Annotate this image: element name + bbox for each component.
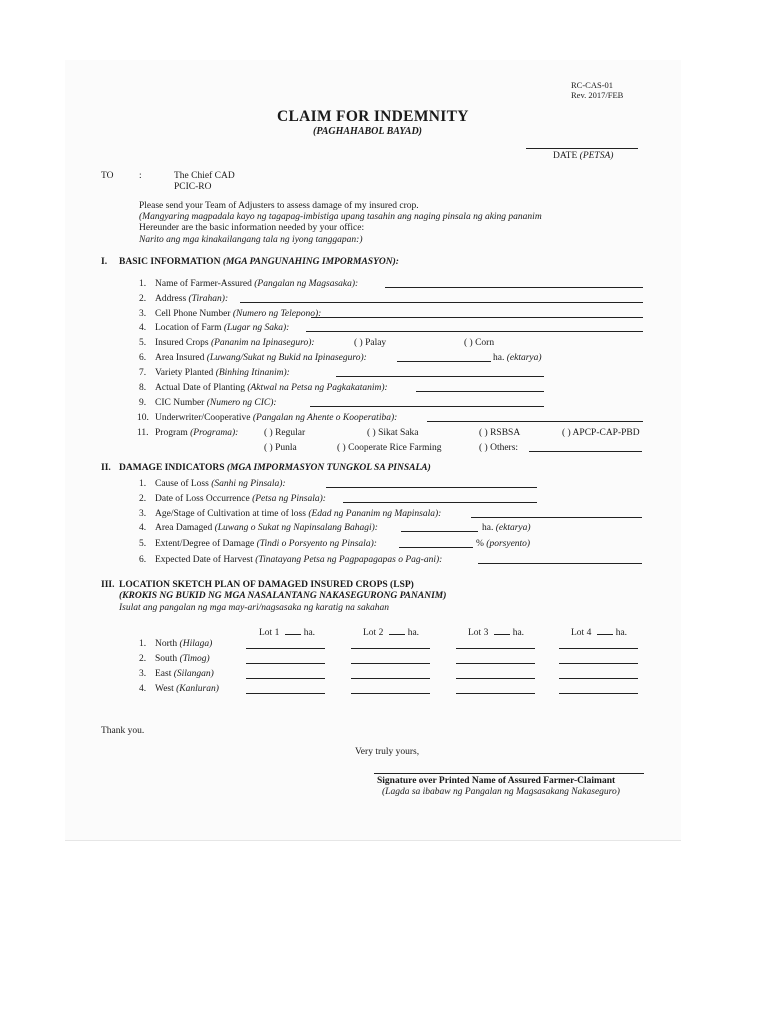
adjacent-owner-field[interactable]: [351, 648, 430, 649]
direction-label: [155, 669, 214, 679]
basic-info-item-number: 4.: [139, 323, 147, 333]
damage-item-label: [155, 509, 441, 519]
closing-regards: Very truly yours,: [355, 747, 420, 757]
section-3-number: III.: [101, 580, 115, 590]
direction-label: [155, 639, 212, 649]
basic-info-item-label: [155, 383, 388, 393]
lot-name: Lot 1: [259, 628, 280, 638]
intro-line-4: Narito ang mga kinakailangang tala ng iyong tanggapan:): [139, 235, 363, 245]
signature-label: Signature over Printed Name of Assured Farmer-Claimant: [377, 776, 616, 786]
basic-info-item-number: 9.: [139, 398, 147, 408]
damage-item-label: [155, 479, 286, 489]
damage-item-number: 4.: [139, 523, 147, 533]
area-damaged-unit: ha. (ektarya): [482, 523, 531, 533]
damage-item-label-tl: (Luwang o Sukat ng Napinsalang Bahagi):: [214, 523, 378, 533]
damage-item-field[interactable]: [326, 487, 537, 488]
crop-corn-checkbox[interactable]: ( ) Corn: [464, 338, 495, 348]
basic-info-item-field[interactable]: [427, 421, 643, 422]
damage-item-label: [155, 539, 377, 549]
damage-item-label-en: Cause of Loss: [155, 479, 209, 489]
damage-item-number: 5.: [139, 539, 147, 549]
basic-info-item-label-en: Variety Planted: [155, 368, 214, 378]
intro-line-3: Hereunder are the basic information needed by your office:: [139, 223, 365, 233]
basic-info-item-label-en: CIC Number: [155, 398, 205, 408]
adjacent-owner-field[interactable]: [559, 693, 638, 694]
basic-info-item-label: [155, 279, 358, 289]
direction-en: West: [155, 684, 174, 694]
to-label: TO: [101, 171, 114, 181]
date-label: DATE (PETSA): [553, 151, 614, 161]
adjacent-owner-field[interactable]: [559, 648, 638, 649]
basic-info-item-label-en: Cell Phone Number: [155, 309, 231, 319]
basic-info-item-label: [155, 398, 277, 408]
direction-tl: (Silangan): [173, 669, 214, 679]
damage-item-label: [155, 523, 378, 533]
to-recipient: The Chief CAD: [174, 171, 235, 181]
adjacent-owner-field[interactable]: [246, 663, 325, 664]
crop-palay-checkbox[interactable]: ( ) Palay: [354, 338, 387, 348]
area-insured-unit: ha. (ektarya): [493, 353, 542, 363]
lot-header: [259, 627, 315, 638]
direction-number: 3.: [139, 669, 147, 679]
basic-info-item-number: 11.: [137, 428, 149, 438]
lot-unit: ha.: [407, 628, 420, 638]
direction-en: North: [155, 639, 178, 649]
adjacent-owner-field[interactable]: [351, 678, 430, 679]
basic-info-item-label-tl: (Tirahan):: [188, 294, 229, 304]
direction-label: [155, 684, 219, 694]
lot-header: [363, 627, 419, 638]
intro-line-2: (Mangyaring magpadala kayo ng tagapag-imbistiga upang tasahin ang naging pinsala ng aking pananim: [139, 212, 542, 222]
damage-item-label-en: Extent/Degree of Damage: [155, 539, 255, 549]
lot-name: Lot 2: [363, 628, 384, 638]
damage-item-label-en: Expected Date of Harvest: [155, 555, 253, 565]
basic-info-item-label-en: Address: [155, 294, 187, 304]
basic-info-item-field[interactable]: [310, 406, 544, 407]
damage-item-number: 3.: [139, 509, 147, 519]
basic-info-item-number: 5.: [139, 338, 147, 348]
basic-info-item-label: [155, 338, 315, 348]
adjacent-owner-field[interactable]: [456, 663, 535, 664]
lot-header: [571, 627, 627, 638]
form-revision: Rev. 2017/FEB: [571, 90, 624, 100]
program-sikat-saka-checkbox[interactable]: ( ) Sikat Saka: [367, 428, 419, 438]
area-insured-field[interactable]: [397, 361, 491, 362]
direction-en: East: [155, 669, 172, 679]
damage-item-field[interactable]: [471, 517, 642, 518]
lot-hectare-field[interactable]: [494, 627, 510, 635]
form-subtitle: (PAGHAHABOL BAYAD): [313, 126, 422, 137]
program-punla-checkbox[interactable]: ( ) Punla: [264, 443, 297, 453]
program-others-field[interactable]: [529, 451, 642, 452]
basic-info-item-number: 6.: [139, 353, 147, 363]
basic-info-item-label-tl: (Aktwal na Petsa ng Pagkakatanim):: [247, 383, 388, 393]
section-2-number: II.: [101, 463, 111, 473]
basic-info-item-label-tl: (Binhing Itinanim):: [215, 368, 290, 378]
program-regular-checkbox[interactable]: ( ) Regular: [264, 428, 306, 438]
lot-hectare-field[interactable]: [389, 627, 405, 635]
adjacent-owner-field[interactable]: [351, 693, 430, 694]
basic-info-item-label-tl: (Numero ng CIC):: [206, 398, 277, 408]
damage-item-label-en: Age/Stage of Cultivation at time of loss: [155, 509, 306, 519]
form-title: CLAIM FOR INDEMNITY: [277, 108, 469, 125]
adjacent-owner-field[interactable]: [559, 663, 638, 664]
direction-label: [155, 654, 210, 664]
lot-hectare-field[interactable]: [285, 627, 301, 635]
basic-info-item-label-tl: (Pananim na Ipinaseguro):: [210, 338, 315, 348]
program-coop-checkbox[interactable]: ( ) Cooperate Rice Farming: [337, 443, 442, 453]
form-code: RC-CAS-01: [571, 80, 614, 90]
basic-info-item-label: [155, 294, 228, 304]
basic-info-item-field[interactable]: [385, 287, 643, 288]
direction-number: 2.: [139, 654, 147, 664]
basic-info-item-number: 1.: [139, 279, 147, 289]
basic-info-item-number: 8.: [139, 383, 147, 393]
lot-unit: ha.: [615, 628, 628, 638]
adjacent-owner-field[interactable]: [456, 693, 535, 694]
damage-item-label-tl: (Petsa ng Pinsala):: [252, 494, 326, 504]
damage-item-label: [155, 494, 326, 504]
damage-item-label-tl: (Edad ng Pananim ng Mapinsala):: [308, 509, 442, 519]
basic-info-item-label-en: Area Insured: [155, 353, 205, 363]
basic-info-item-label: [155, 413, 397, 423]
section-3-title-tl: (KROKIS NG BUKID NG MGA NASALANTANG NAKASEGURONG PANANIM): [119, 591, 447, 601]
basic-info-item-label: [155, 353, 367, 363]
adjacent-owner-field[interactable]: [246, 678, 325, 679]
basic-info-item-label-tl: (Pangalan ng Magsasaka):: [254, 279, 359, 289]
basic-info-item-field[interactable]: [306, 331, 643, 332]
damage-item-label-tl: (Sanhi ng Pinsala):: [211, 479, 286, 489]
page-bottom-divider: [65, 840, 681, 841]
signature-label-tl: (Lagda sa ibabaw ng Pangalan ng Magsasakang Nakaseguro): [382, 787, 620, 797]
basic-info-item-label-tl: (Pangalan ng Ahente o Kooperatiba):: [252, 413, 398, 423]
date-field[interactable]: [526, 148, 638, 149]
lot-unit: ha.: [303, 628, 316, 638]
basic-info-item-label: [155, 428, 238, 438]
direction-tl: (Timog): [179, 654, 210, 664]
damage-item-label-en: Area Damaged: [155, 523, 213, 533]
adjacent-owner-field[interactable]: [351, 663, 430, 664]
basic-info-item-field[interactable]: [416, 391, 544, 392]
section-3-instruction: Isulat ang pangalan ng mga may-ari/nagsasaka ng karatig na sakahan: [119, 603, 389, 613]
damage-item-field[interactable]: [401, 531, 478, 532]
to-office: PCIC-RO: [174, 182, 212, 192]
basic-info-item-number: 7.: [139, 368, 147, 378]
basic-info-item-label-en: Underwriter/Cooperative: [155, 413, 251, 423]
signature-field[interactable]: [374, 773, 644, 774]
damage-item-label: [155, 555, 442, 565]
lot-unit: ha.: [512, 628, 525, 638]
program-apcp-checkbox[interactable]: ( ) APCP-CAP-PBD: [562, 428, 640, 438]
basic-info-item-number: 2.: [139, 294, 147, 304]
program-rsbsa-checkbox[interactable]: ( ) RSBSA: [479, 428, 521, 438]
damage-item-label-tl: (Tinatayang Petsa ng Pagpapagapas o Pag-ani):: [255, 555, 443, 565]
basic-info-item-label: [155, 309, 321, 319]
damage-item-number: 2.: [139, 494, 147, 504]
basic-info-item-field[interactable]: [336, 376, 544, 377]
direction-tl: (Kanluran): [176, 684, 219, 694]
damage-item-number: 1.: [139, 479, 147, 489]
damage-item-field[interactable]: [399, 547, 473, 548]
lot-header: [468, 627, 524, 638]
basic-info-item-label: [155, 368, 290, 378]
direction-tl: (Hilaga): [179, 639, 213, 649]
direction-en: South: [155, 654, 178, 664]
direction-number: 1.: [139, 639, 147, 649]
adjacent-owner-field[interactable]: [456, 678, 535, 679]
basic-info-item-number: 10.: [137, 413, 149, 423]
direction-number: 4.: [139, 684, 147, 694]
lot-name: Lot 3: [468, 628, 489, 638]
section-1-title: BASIC INFORMATION (MGA PANGUNAHING IMPORMASYON):: [119, 257, 399, 267]
basic-info-item-label-tl: (Numero ng Telepono):: [232, 309, 322, 319]
basic-info-item-field[interactable]: [311, 317, 643, 318]
adjacent-owner-field[interactable]: [559, 678, 638, 679]
basic-info-item-number: 3.: [139, 309, 147, 319]
basic-info-item-field[interactable]: [240, 302, 643, 303]
basic-info-item-label-tl: (Lugar ng Saka):: [223, 323, 290, 333]
section-1-number: I.: [101, 257, 108, 267]
basic-info-item-label-en: Insured Crops: [155, 338, 209, 348]
basic-info-item-label-en: Program: [155, 428, 188, 438]
damage-item-label-en: Date of Loss Occurrence: [155, 494, 250, 504]
adjacent-owner-field[interactable]: [246, 693, 325, 694]
to-colon: :: [139, 171, 142, 181]
program-others-checkbox[interactable]: ( ) Others:: [479, 443, 519, 453]
basic-info-item-label-tl: (Luwang/Sukat ng Bukid na Ipinaseguro):: [206, 353, 367, 363]
intro-line-1: Please send your Team of Adjusters to assess damage of my insured crop.: [139, 201, 419, 211]
basic-info-item-label: [155, 323, 289, 333]
lot-hectare-field[interactable]: [597, 627, 613, 635]
adjacent-owner-field[interactable]: [246, 648, 325, 649]
basic-info-item-label-en: Name of Farmer-Assured: [155, 279, 252, 289]
adjacent-owner-field[interactable]: [456, 648, 535, 649]
thank-you: Thank you.: [101, 726, 145, 736]
basic-info-item-label-tl: (Programa):: [190, 428, 239, 438]
section-2-title: DAMAGE INDICATORS (MGA IMPORMASYON TUNGKOL SA PINSALA): [119, 463, 431, 473]
damage-percent-unit: % (porsyento): [476, 539, 531, 549]
damage-item-number: 6.: [139, 555, 147, 565]
damage-item-label-tl: (Tindi o Porsyento ng Pinsala):: [256, 539, 377, 549]
damage-item-field[interactable]: [343, 502, 537, 503]
damage-item-field[interactable]: [478, 563, 642, 564]
basic-info-item-label-en: Actual Date of Planting: [155, 383, 245, 393]
basic-info-item-label-en: Location of Farm: [155, 323, 222, 333]
lot-name: Lot 4: [571, 628, 592, 638]
section-3-title: LOCATION SKETCH PLAN OF DAMAGED INSURED CROPS (LSP): [119, 580, 414, 590]
